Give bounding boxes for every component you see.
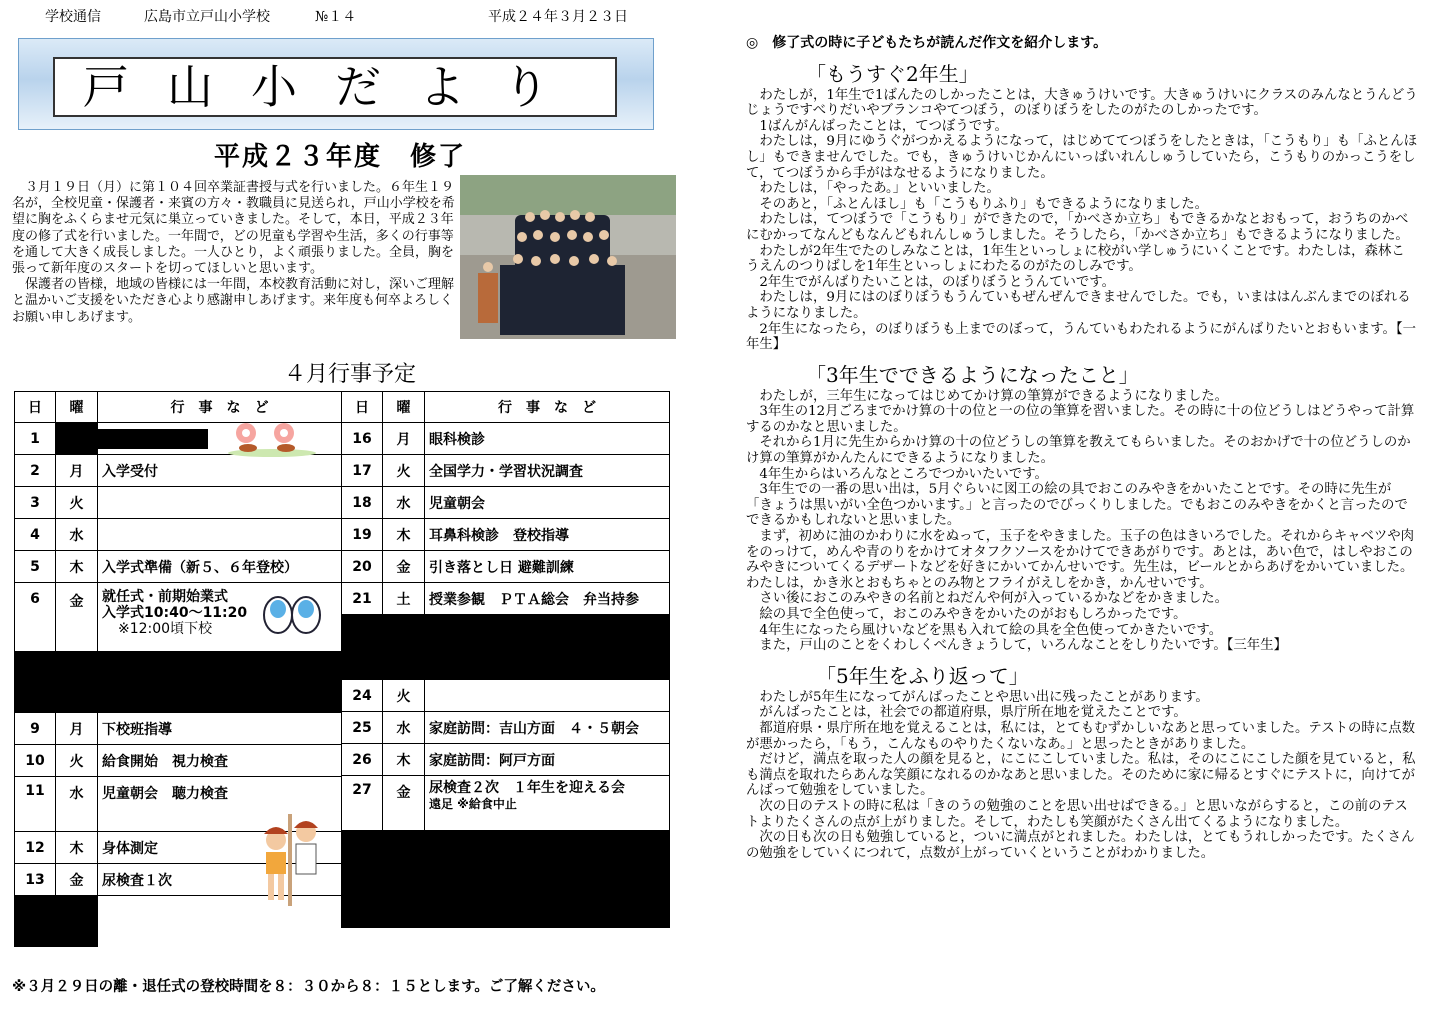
- schedule-table-right: [341, 391, 670, 928]
- essay-paragraph: 1ばんがんばったことは，てつぼうです。: [746, 118, 1008, 134]
- day-cell: 17: [342, 455, 383, 487]
- redacted-row: [342, 831, 670, 928]
- day-cell: 24: [342, 680, 383, 712]
- essay-paragraph: 都道府県・県庁所在地を覚えることは，私には，とてもむずかしいなあと思っていました。テストの時に点数が悪かったら，「もう，こんなものやりたくないなあ。」と思ったときがありました。: [746, 720, 1415, 752]
- weekday-cell: 月: [56, 455, 98, 487]
- intro-paragraph: ３月１９日（月）に第１０４回卒業証書授与式を行いました。６年生１９名が，全校児童・保護者・来賓の方々・教職員に見送られ，戸山小学校を希望に胸をふくらませ元気に巣立っていきました。そして，本日，平成２３年度の修了式を行いました。一年間で，どの児童も学習や生活，多くの行事等を通して大きく成長しました。一人ひとり，よく頑張りました。全員，胸を張って新年度のスタートを切ってほしいと思います。: [12, 180, 455, 277]
- essay-paragraph: わたしは，「やったあ。」といいました。: [746, 181, 1000, 197]
- newsletter-title: 戸山小だより: [83, 60, 587, 114]
- event-cell: 下校班指導: [98, 713, 342, 745]
- essay-body: [746, 690, 1418, 862]
- day-cell: 11: [15, 777, 56, 832]
- header-day: 日: [342, 392, 383, 423]
- weekday-cell: 水: [383, 487, 425, 519]
- table-row: [342, 583, 670, 615]
- essay-paragraph: 4年生からはいろんなところでつかいたいです。: [746, 466, 1048, 482]
- event-cell: 家庭訪問：阿戸方面: [425, 744, 670, 776]
- intro-paragraph: 保護者の皆様，地域の皆様には一年間，本校教育活動に対し，深いご理解と温かいご支援をいただき心より感謝申しあげます。来年度も何卒よろしくお願い申しあげます。: [12, 277, 455, 325]
- header-event: 行 事 な ど: [98, 392, 342, 423]
- essay-paragraph: また，戸山のことをくわしくべんきょうして，いろんなことをしりたいです。【三年生】: [746, 638, 1287, 654]
- essay-paragraph: わたしが2年生でたのしみなことは，1年生といっしょに校がい学しゅうにいくことです。わたしは，森林こうえんのつりばしを1年生といっしょにわたるのがたのしみです。: [746, 243, 1405, 275]
- essay-paragraph: わたしは，9月にゆうぐがつかえるようになって，はじめててつぼうをしたときは，「こうもり」も「ふとんほし」もできませんでした。でも，きゅうけいじかんにいっぱいれんしゅうしていたら，こうもりのかっこうをして，てつぼうから手がはなせるようになりました。: [746, 134, 1418, 181]
- shoes-icon: [260, 595, 326, 635]
- event-text: 身体測定: [102, 840, 158, 857]
- weekday-cell: 木: [56, 551, 98, 583]
- essay-paragraph: そのあと，「ふとんほし」も「こうもりふり」もできるようになりました。: [746, 196, 1208, 212]
- essay-paragraph: まず，初めに油のかわりに水をぬって，玉子をやきました。玉子の色はきいろでした。それからキャベツや肉をのっけて，めんや青のりをかけてオタフクソースをかけてできあがりです。あとは，あい色で，はしやおこのみやきについてくるデザートなどを好きにかいてかんせいです。先生は，ビールとからあげをかいていました。わたしは，かき氷とおもちゃとのみ物とフライがえしをかき，かんせいです。: [746, 529, 1415, 591]
- day-cell: 26: [342, 744, 383, 776]
- table-row: [342, 680, 670, 712]
- event-cell: 児童朝会: [425, 487, 670, 519]
- blank-cell: [56, 423, 98, 455]
- footer-note: ※３月２９日の離・退任式の登校時間を８：３０から８：１５とします。ご了解ください。: [12, 979, 605, 995]
- graduates-photo: [460, 175, 676, 339]
- weekday-cell: 木: [383, 519, 425, 551]
- table-row: [15, 487, 342, 519]
- day-cell: 18: [342, 487, 383, 519]
- redacted-row: [15, 896, 98, 947]
- event-cell: 授業参観 ＰＴＡ総会 弁当持参: [425, 583, 670, 615]
- event-cell: [98, 519, 342, 551]
- table-row: [342, 776, 670, 831]
- intro-text: [12, 180, 458, 326]
- table-row: [342, 712, 670, 744]
- redacted-row: [342, 615, 670, 680]
- table-row: [15, 455, 342, 487]
- essay-paragraph: わたしが5年生になってがんばったことや思い出に残ったことがあります。: [746, 689, 1209, 705]
- essay-paragraph: 次の日も次の日も勉強していると，ついに満点がとれました。わたしは，とてもうれしかったです。たくさんの勉強をしていくにつれて，点数が上がっていくということがわかりました。: [746, 830, 1415, 861]
- table-row: [342, 455, 670, 487]
- event-cell: [425, 680, 670, 712]
- essay-paragraph: 2年生になったら，のぼりぼうも上までのぼって，うんていもわたれるようにがんばりたいとおもいます。【一年生】: [746, 321, 1417, 353]
- event-cell: 児童朝会 聴力検査: [98, 777, 342, 832]
- essay-paragraph: それから1月に先生からかけ算の十の位どうしの筆算を教えてもらいました。そのおかげで十の位どうしのかけ算の筆算がかんたんにできるようになりました。: [746, 435, 1411, 467]
- event-line: 遠足 ※給食中止: [429, 797, 517, 811]
- essay-paragraph: 4年生になったら風けいなどを黒も入れて絵の具を全色使ってかきたいです。: [746, 622, 1223, 638]
- day-cell: 5: [15, 551, 56, 583]
- essay-paragraph: だけど，満点を取った人の顔を見ると，にこにこしていました。私は，そのにこにこした顔を見ていると，私も満点を取れたらあんな笑顔になれるのかなあと思いました。そのために家に帰るとすぐにテストに，向けてがんばって勉強をしていました。: [746, 752, 1416, 799]
- essay-paragraph: わたしが，1年生で1ばんたのしかったことは，大きゅうけいです。大きゅうけいにクラスのみんなとうんどうじょうですべりだいやブランコやてつぼう，のぼりぼうをしたのがたのしかったです。: [746, 87, 1418, 119]
- redacted-row: [15, 652, 342, 713]
- essay-paragraph: 3年生での一番の思い出は，5月ぐらいに図工の絵の具でおこのみやきをかいたことです。その時に先生が「きょうは黒いがい全色つかいます。」と言ったのでびっくりしました。でもおこのみやきをかくと言ったのでできるかもしれないと思いました。: [746, 482, 1408, 529]
- weekday-cell: 水: [56, 519, 98, 551]
- weekday-cell: 金: [56, 583, 98, 652]
- event-cell: 眼科検診: [425, 423, 670, 455]
- weekday-cell: 金: [56, 864, 98, 896]
- essays-column: [746, 36, 1418, 861]
- event-cell: 入学式準備（新５、６年登校）: [98, 551, 342, 583]
- day-cell: 6: [15, 583, 56, 652]
- essay-paragraph: 2年生でがんばりたいことは，のぼりぼうとうんていです。: [746, 274, 1115, 290]
- essay-body: [746, 88, 1418, 353]
- weekday-cell: 月: [383, 423, 425, 455]
- event-line: ※12:00頃下校: [118, 621, 213, 637]
- table-header-row: [342, 392, 670, 423]
- redacted-block: [98, 429, 208, 449]
- event-cell: [98, 583, 342, 652]
- essay-paragraph: さい後におこのみやきの名前とねだんや何が入っているかなどをかきました。: [746, 591, 1229, 607]
- day-cell: 4: [15, 519, 56, 551]
- day-cell: 12: [15, 832, 56, 864]
- weekday-cell: 木: [383, 744, 425, 776]
- table-row: [342, 831, 670, 928]
- event-cell: [98, 423, 342, 455]
- essay-paragraph: 3年生の12月ごろまでかけ算の十の位と一の位の筆算を習いました。その時に十の位どうしはどうやって計算するのかなと思いました。: [746, 404, 1415, 435]
- table-row: [342, 551, 670, 583]
- newsletter-label: 学校通信: [45, 9, 101, 25]
- weekday-cell: 月: [56, 713, 98, 745]
- day-cell: 9: [15, 713, 56, 745]
- day-cell: 21: [342, 583, 383, 615]
- event-line: 入学式10:40～11:20: [102, 605, 248, 621]
- essay-paragraph: わたしが，三年生になってはじめてかけ算の筆算ができるようになりました。: [746, 388, 1229, 404]
- title-banner: [18, 38, 654, 130]
- table-row: [15, 583, 342, 652]
- essay-paragraph: わたしは，9月にはのぼりぼうもうんていもぜんぜんできませんでした。でも，いまははんぶんまでのぼれるようになりました。: [746, 290, 1411, 321]
- event-cell: 耳鼻科検診 登校指導: [425, 519, 670, 551]
- table-row: [342, 487, 670, 519]
- weekday-cell: 土: [383, 583, 425, 615]
- day-cell: 27: [342, 776, 383, 831]
- essay-body: [746, 389, 1418, 654]
- weekday-cell: 木: [56, 832, 98, 864]
- page-subtitle: 平成２３年度 修了: [213, 142, 466, 172]
- table-row: [342, 744, 670, 776]
- header-day: 日: [15, 392, 56, 423]
- table-row: [342, 423, 670, 455]
- day-cell: 20: [342, 551, 383, 583]
- event-cell: 尿検査１次: [98, 864, 342, 896]
- weekday-cell: 水: [383, 712, 425, 744]
- flower-illustration-icon: [224, 419, 320, 457]
- event-cell: 全国学力・学習状況調査: [425, 455, 670, 487]
- schedule-table-left: [14, 391, 342, 947]
- weekday-cell: 金: [383, 776, 425, 831]
- weekday-cell: 火: [56, 745, 98, 777]
- day-cell: 25: [342, 712, 383, 744]
- event-cell: 引き落とし日 避難訓練: [425, 551, 670, 583]
- event-line: 尿検査２次 １年生を迎える会: [429, 780, 625, 796]
- event-cell: 給食開始 視力検査: [98, 745, 342, 777]
- event-cell: 入学受付: [98, 455, 342, 487]
- weekday-cell: 金: [383, 551, 425, 583]
- issue-number: №１４: [315, 9, 357, 25]
- school-name: 広島市立戸山小学校: [144, 9, 270, 25]
- weekday-cell: 火: [383, 680, 425, 712]
- day-cell: 10: [15, 745, 56, 777]
- essay-title: 「5年生をふり返って」: [816, 663, 1029, 688]
- day-cell: 3: [15, 487, 56, 519]
- schedule-title: ４月行事予定: [283, 362, 416, 387]
- table-header-row: [15, 392, 342, 423]
- essay-paragraph: わたしは，てつぼうで「こうもり」ができたので，「かべさか立ち」もできるかなとおもって，おうちのかべにむかってなんどもなんどもれんしゅうしました。そうしたら，「かべさか立ち」もできるようになりました。: [746, 212, 1409, 243]
- table-row: [15, 519, 342, 551]
- weekday-cell: 火: [56, 487, 98, 519]
- title-frame: [53, 57, 617, 117]
- essay-paragraph: がんばったことは，社会での都道府県，県庁所在地を覚えたことです。: [746, 705, 1187, 721]
- table-row: [15, 652, 342, 713]
- event-cell: 家庭訪問：吉山方面 ４・５朝会: [425, 712, 670, 744]
- event-cell: [98, 832, 342, 864]
- event-cell: [98, 487, 342, 519]
- weekday-cell: 水: [56, 777, 98, 832]
- header-weekday: 曜: [56, 392, 98, 423]
- group-photo-image: [460, 175, 676, 339]
- day-cell: 19: [342, 519, 383, 551]
- table-row: [15, 832, 342, 864]
- table-row: [15, 551, 342, 583]
- table-row: [15, 423, 342, 455]
- weekday-cell: 火: [383, 455, 425, 487]
- table-row: [342, 615, 670, 680]
- day-cell: 1: [15, 423, 56, 455]
- essay-title: 「もうすぐ2年生」: [806, 61, 979, 86]
- header-event: 行 事 な ど: [425, 392, 670, 423]
- table-row: [15, 713, 342, 745]
- table-row: [342, 519, 670, 551]
- essay-title: 「3年生でできるようになったこと」: [806, 362, 1139, 387]
- issue-date: 平成２４年３月２３日: [488, 9, 628, 25]
- table-row: [15, 745, 342, 777]
- essays-intro: ◎ 修了式の時に子どもたちが読んだ作文を紹介します。: [746, 35, 1108, 51]
- essay-paragraph: 次の日のテストの時に私は「きのうの勉強のことを思い出せばできる。」と思いながらすると，この前のテストよりたくさんの点が上がりました。そして，わたしも笑顔がたくさん出てくるようになりました。: [746, 798, 1408, 830]
- event-line: 就任式・前期始業式: [102, 589, 228, 605]
- day-cell: 13: [15, 864, 56, 896]
- measuring-children-icon: [258, 814, 324, 910]
- event-cell: [425, 776, 670, 831]
- day-cell: 16: [342, 423, 383, 455]
- essay-paragraph: 絵の具で全色使って，おこのみやきをかいたのがおもしろかったです。: [746, 607, 1187, 622]
- day-cell: 2: [15, 455, 56, 487]
- header-weekday: 曜: [383, 392, 425, 423]
